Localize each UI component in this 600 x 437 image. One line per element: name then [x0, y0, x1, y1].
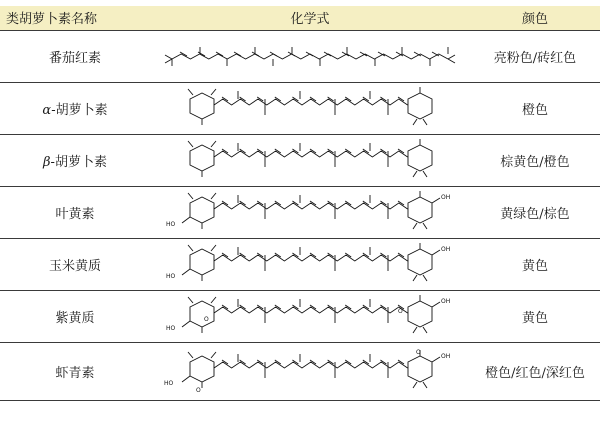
- atom-label: OH: [441, 246, 451, 253]
- atom-label: OH: [441, 298, 451, 305]
- pigment-color: 亮粉色/砖红色: [493, 50, 577, 66]
- pigment-color: 黄绿色/棕色: [500, 206, 570, 222]
- header-formula: 化学式: [290, 12, 330, 28]
- atom-label: HO: [164, 380, 174, 387]
- table-row: [0, 82, 600, 134]
- pigment-color: 棕黄色/橙色: [500, 154, 570, 170]
- table-row: [0, 134, 600, 186]
- pigment-color: 橙色: [521, 102, 548, 118]
- astaxanthin-structure-icon: [160, 348, 460, 394]
- pigment-name-text: -胡萝卜素: [50, 154, 107, 170]
- formula-cell: [150, 30, 470, 82]
- pigment-name: [0, 186, 150, 238]
- atom-label: HO: [166, 325, 176, 332]
- header-color: 颜色: [521, 12, 548, 28]
- formula-cell: [150, 290, 470, 342]
- formula-cell: [150, 342, 470, 400]
- greek-prefix: β: [43, 154, 51, 170]
- pigment-name: [0, 342, 150, 400]
- atom-label: O: [204, 316, 209, 323]
- atom-label: OH: [441, 194, 451, 201]
- table-row: [0, 342, 600, 400]
- atom-label: HO: [166, 273, 176, 280]
- header-name: 类胡萝卜素名称: [6, 12, 98, 28]
- violaxanthin-structure-icon: [160, 293, 460, 339]
- atom-label: O: [416, 349, 421, 356]
- pigment-color: 橙色/红色/深红色: [485, 365, 585, 381]
- formula-cell: [150, 238, 470, 290]
- formula-cell: [150, 82, 470, 134]
- atom-label: O: [398, 308, 403, 315]
- pigment-color: 黄色: [521, 258, 548, 274]
- pigment-name: [0, 290, 150, 342]
- carotenoid-table: [0, 6, 600, 401]
- table-row: [0, 186, 600, 238]
- alpha-carotene-structure-icon: [160, 85, 460, 131]
- lycopene-structure-icon: [160, 33, 460, 79]
- pigment-name: [0, 134, 150, 186]
- pigment-name-text: 番茄红素: [48, 50, 101, 66]
- pigment-name-text: 虾青素: [55, 365, 95, 381]
- pigment-color: 黄色: [521, 310, 548, 326]
- formula-cell: [150, 186, 470, 238]
- table-header-row: [0, 6, 600, 30]
- atom-label: OH: [441, 353, 451, 360]
- lutein-structure-icon: [160, 189, 460, 235]
- pigment-name-text: 玉米黄质: [48, 258, 101, 274]
- table-row: [0, 290, 600, 342]
- pigment-name-text: 叶黄素: [55, 206, 95, 222]
- zeaxanthin-structure-icon: [160, 241, 460, 287]
- pigment-name-text: 紫黄质: [55, 310, 95, 326]
- formula-cell: [150, 134, 470, 186]
- pigment-name: [0, 238, 150, 290]
- pigment-name: [0, 30, 150, 82]
- pigment-name-text: -胡萝卜素: [51, 102, 108, 118]
- atom-label: HO: [166, 221, 176, 228]
- beta-carotene-structure-icon: [160, 137, 460, 183]
- atom-label: O: [196, 387, 201, 394]
- pigment-name: [0, 82, 150, 134]
- table-row: [0, 238, 600, 290]
- table-row: [0, 30, 600, 82]
- greek-prefix: α: [42, 102, 52, 118]
